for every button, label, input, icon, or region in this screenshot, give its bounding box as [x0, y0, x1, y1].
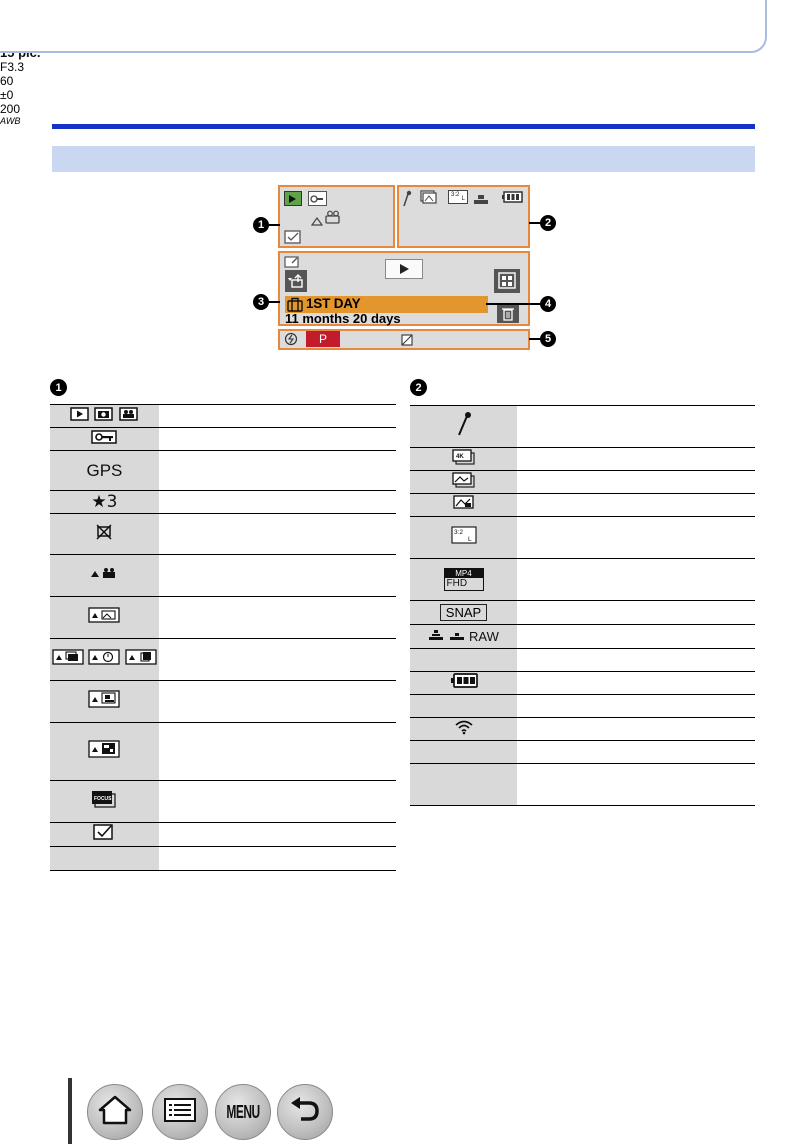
- table-row: [410, 741, 755, 764]
- no-display-icon: [95, 528, 113, 545]
- play-mode-icon: [284, 191, 302, 206]
- top-tab-frame: [0, 0, 767, 53]
- table-row: [410, 601, 755, 625]
- quality-std-icon: [449, 628, 465, 645]
- table-row: [50, 514, 396, 555]
- menu-button[interactable]: [215, 1084, 271, 1140]
- table-row: [50, 847, 396, 871]
- home-icon: [98, 1095, 132, 1130]
- callout-1: 1: [253, 217, 269, 233]
- table-row: [410, 559, 755, 601]
- table-row: [410, 672, 755, 695]
- focus-stack-icon: [91, 796, 117, 813]
- protect-icon: [308, 191, 327, 206]
- table-row: [50, 451, 396, 491]
- svg-text:4K: 4K: [455, 453, 464, 460]
- mic-icon: [402, 190, 412, 213]
- table-row: [50, 639, 396, 681]
- burst-group-icon: [52, 652, 84, 669]
- table-row: [50, 781, 396, 823]
- table-row: [50, 555, 396, 597]
- battery-icon: [450, 675, 478, 692]
- aspect-ratio-icon: 3:2 L: [448, 190, 468, 204]
- table-row: [50, 491, 396, 514]
- movie-mode-icon: [325, 210, 341, 229]
- callout-4: 4: [540, 296, 556, 312]
- snap-movie-label: SNAP: [440, 604, 487, 621]
- upload-icon[interactable]: [285, 270, 307, 292]
- callout-5-leader: [529, 338, 541, 340]
- picture-group-icon: [88, 610, 120, 627]
- protect-icon: [91, 431, 117, 448]
- table-row: [410, 471, 755, 494]
- table-row: [50, 681, 396, 723]
- flash-off-icon: [284, 332, 298, 351]
- focus-stack-group-icon: [88, 745, 120, 762]
- svg-text:L: L: [467, 536, 472, 543]
- svg-text:FOCUS: FOCUS: [94, 796, 112, 802]
- gps-label: GPS: [86, 460, 123, 480]
- list-icon: [164, 1098, 196, 1127]
- table-row: [50, 405, 396, 428]
- home-button[interactable]: [87, 1084, 143, 1140]
- movie-format-icon: [444, 568, 484, 591]
- table-row: [410, 517, 755, 559]
- 4k-photo-icon: [452, 452, 476, 469]
- quality-icon: [473, 192, 489, 210]
- back-icon: [289, 1096, 321, 1129]
- movie-mode-icon: [119, 408, 139, 425]
- table-row: [410, 718, 755, 741]
- right-icon-table: [410, 405, 755, 806]
- nav-divider: [68, 1078, 72, 1144]
- fhd-label: FHD: [446, 578, 468, 589]
- elapsed-time: 11 months 20 days: [285, 311, 401, 326]
- callout-1-leader: [268, 224, 280, 226]
- multi-playback-icon[interactable]: [494, 269, 520, 293]
- burst-photo-icon: [452, 475, 476, 492]
- left-table-heading: 1: [50, 379, 67, 396]
- callout-4-leader: [486, 303, 541, 305]
- contents-button[interactable]: [152, 1084, 208, 1140]
- quality-fine-icon: [428, 628, 444, 645]
- table-row: [50, 723, 396, 781]
- check-box-icon: [93, 828, 115, 845]
- shutter-value: 60: [0, 74, 14, 88]
- right-table-heading: 2: [410, 379, 427, 396]
- play-mode-icon: [70, 408, 90, 425]
- interval-group-icon: [88, 652, 120, 669]
- battery-icon: [501, 190, 523, 208]
- section-header-band: [52, 146, 755, 172]
- post-focus-group-icon: [88, 695, 120, 712]
- aperture-value: F3.3: [0, 60, 25, 74]
- table-row: [410, 764, 755, 806]
- exposure-comp-icon: [401, 333, 413, 351]
- callout-2: 2: [540, 215, 556, 231]
- raw-label: RAW: [469, 628, 499, 644]
- rating-star-label: ★3: [91, 492, 118, 512]
- callout-5: 5: [540, 331, 556, 347]
- table-row: [50, 823, 396, 847]
- triangle-icon: [311, 213, 323, 231]
- svg-text:3:2: 3:2: [453, 529, 463, 536]
- callout-3: 3: [253, 294, 269, 310]
- event-title: 1ST DAY: [306, 296, 361, 311]
- table-row: [410, 625, 755, 649]
- wifi-icon: [454, 722, 474, 739]
- single-photo-icon: [453, 497, 475, 514]
- table-row: [50, 428, 396, 451]
- recording-mode: P: [306, 331, 340, 347]
- callout-3-leader: [268, 301, 280, 303]
- callout-2-leader: [529, 222, 541, 224]
- play-button[interactable]: [385, 259, 423, 279]
- photo-style-icon: [420, 190, 438, 209]
- left-icon-table: [50, 404, 396, 871]
- iso-value: 200: [0, 102, 21, 116]
- movie-group-icon: [89, 567, 119, 584]
- table-row: [410, 649, 755, 672]
- table-row: [410, 448, 755, 471]
- table-row: [410, 494, 755, 517]
- check-box-icon: [284, 230, 302, 249]
- trash-icon[interactable]: [497, 305, 519, 323]
- stop-motion-group-icon: [125, 652, 157, 669]
- white-balance: AWB: [0, 116, 21, 126]
- table-row: [410, 406, 755, 448]
- photo-mode-icon: [94, 408, 114, 425]
- menu-label: MENU: [226, 1101, 260, 1123]
- mic-icon: [456, 424, 472, 441]
- aspect-ratio-icon: [451, 531, 477, 548]
- table-row: [50, 597, 396, 639]
- table-row: [410, 695, 755, 718]
- exposure-value: ±0: [0, 88, 14, 102]
- back-button[interactable]: [277, 1084, 333, 1140]
- mp4-label: MP4: [445, 569, 483, 578]
- section-rule: [52, 124, 755, 129]
